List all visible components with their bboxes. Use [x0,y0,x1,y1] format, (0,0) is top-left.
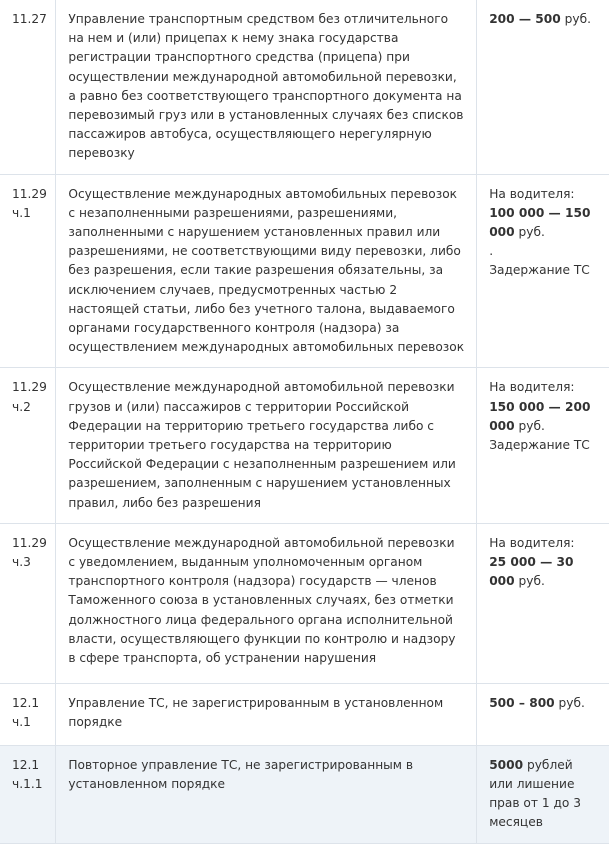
article-cell: 11.29 ч.3 [0,523,56,683]
penalty-unit: руб. [560,12,591,26]
description-cell: Осуществление международной автомобильной перевозки грузов и (или) пассажиров с территории Российской Федерации на территорию третьего государства либо с территории третьего государства на территорию Российской Федерации с незаполненным разрешением или разрешением, заполненным с нарушением установленных правил, либо без разрешения [56,368,477,523]
article-cell: 12.1 ч.1 [0,683,56,745]
penalty-unit: руб. [514,418,545,433]
penalty-amount: 500 – 800 [489,695,555,710]
table-row [0,523,609,683]
penalty-unit: рублей или лишение прав от 1 до 3 месяцев [489,757,581,830]
penalty-prefix: На водителя: [489,380,575,395]
article-cell: 12.1 ч.1.1 [0,745,56,843]
penalty-unit: руб. [514,574,545,589]
table-row [0,368,609,523]
penalty-cell [477,0,609,174]
table-row [0,174,609,368]
article-cell: 11.29 ч.1 [0,174,56,368]
penalty-cell [477,523,609,683]
penalty-prefix: На водителя: [489,535,575,550]
penalty-prefix: На водителя: [489,186,575,201]
description-cell: Осуществление международной автомобильной перевозки с уведомлением, выданным уполномоченным органом транспортного контроля (надзора) государств — членов Таможенного союза в установленных случаях, без отметки должностного лица федерального органа исполнительной власти, осуществляющего функции по контролю и надзору в сфере транспорта, об устранении нарушения [56,523,477,683]
penalty-amount: 100 000 — 150 000 [489,205,591,240]
table-row [0,0,609,174]
penalty-cell [477,745,609,843]
article-cell: 11.27 [0,0,56,174]
description-cell: Управление транспортным средством без отличительного на нем и (или) прицепах к нему знака государства регистрации транспортного средства (прицепа) при осуществлении международной автомобильной перевозки, а равно без соответствующего транспортного документа на перевозимый груз или в установленных случаях без списков пассажиров автобуса, осуществляющего нерегулярную перевозку [56,0,477,174]
penalty-amount: 200 — 500 [489,12,561,26]
penalty-detention: Задержание ТС [489,263,590,278]
description-cell: Осуществление международных автомобильных перевозок с незаполненными разрешениями, разрешениями, заполненными с нарушением установленных правил или разрешениями, не соответствующими виду перевозки, либо без разрешения, если такие разрешения обязательны, за исключением случаев, предусмотренных частью 2 настоящей статьи, либо без учетного талона, выдаваемого органами государственного контроля (надзора) за осуществлением международных автомобильных перевозок [56,174,477,368]
table-row [0,745,609,843]
penalty-detention: Задержание ТС [489,438,590,453]
description-cell: Повторное управление ТС, не зарегистрированным в установленном порядке [56,745,477,843]
penalty-amount: 25 000 — 30 000 [489,555,574,589]
article-cell: 11.29 ч.2 [0,368,56,523]
penalty-amount: 150 000 — 200 000 [489,399,591,433]
penalty-amount: 5000 [489,757,524,772]
penalty-cell [477,683,609,745]
penalty-unit: руб. [514,225,545,240]
table-row [0,683,609,745]
penalty-unit: руб. [554,695,585,710]
description-cell: Управление ТС, не зарегистрированным в установленном порядке [56,683,477,745]
penalty-cell [477,368,609,523]
penalty-dot: . [489,244,494,259]
penalty-cell [477,174,609,368]
